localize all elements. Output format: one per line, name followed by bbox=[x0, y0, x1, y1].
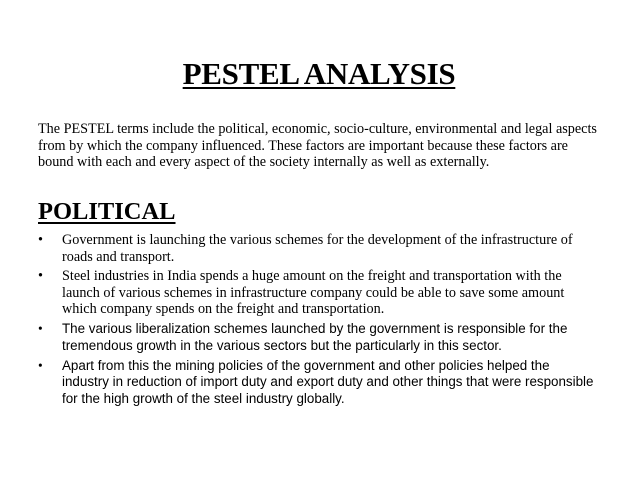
bullet-text: The various liberalization schemes launched by the government is responsible for the tremendous growth in the various sectors but the particularly in this sector. bbox=[62, 320, 568, 353]
bullet-list bbox=[38, 232, 598, 411]
intro-paragraph: The PESTEL terms include the political, economic, socio-culture, environmental and legal aspects from by which the company influenced. These factors are important because these factors are bound with each and every aspect of the society internally as well as externally. bbox=[38, 121, 597, 171]
bullet-icon: • bbox=[38, 357, 43, 373]
section-heading-political: POLITICAL bbox=[38, 198, 176, 225]
list-item bbox=[38, 268, 598, 318]
bullet-icon: • bbox=[38, 268, 43, 285]
list-item bbox=[38, 358, 598, 408]
bullet-text: Government is launching the various schemes for the development of the infrastructure of roads and transport. bbox=[62, 232, 573, 265]
list-item bbox=[38, 321, 598, 355]
slide-title: PESTEL ANALYSIS bbox=[182, 56, 456, 91]
bullet-icon: • bbox=[38, 232, 43, 248]
bullet-text: Steel industries in India spends a huge amount on the freight and transportation with the launch of various schemes in infrastructure company could be able to save some amount which company spends on the freight and transportation. bbox=[62, 268, 565, 318]
list-item bbox=[38, 232, 598, 265]
bullet-text: Apart from this the mining policies of the government and other policies helped the industry in reduction of import duty and export duty and other things that were responsible for the high growth of the steel industry globally. bbox=[62, 357, 594, 407]
bullet-icon: • bbox=[38, 320, 43, 336]
